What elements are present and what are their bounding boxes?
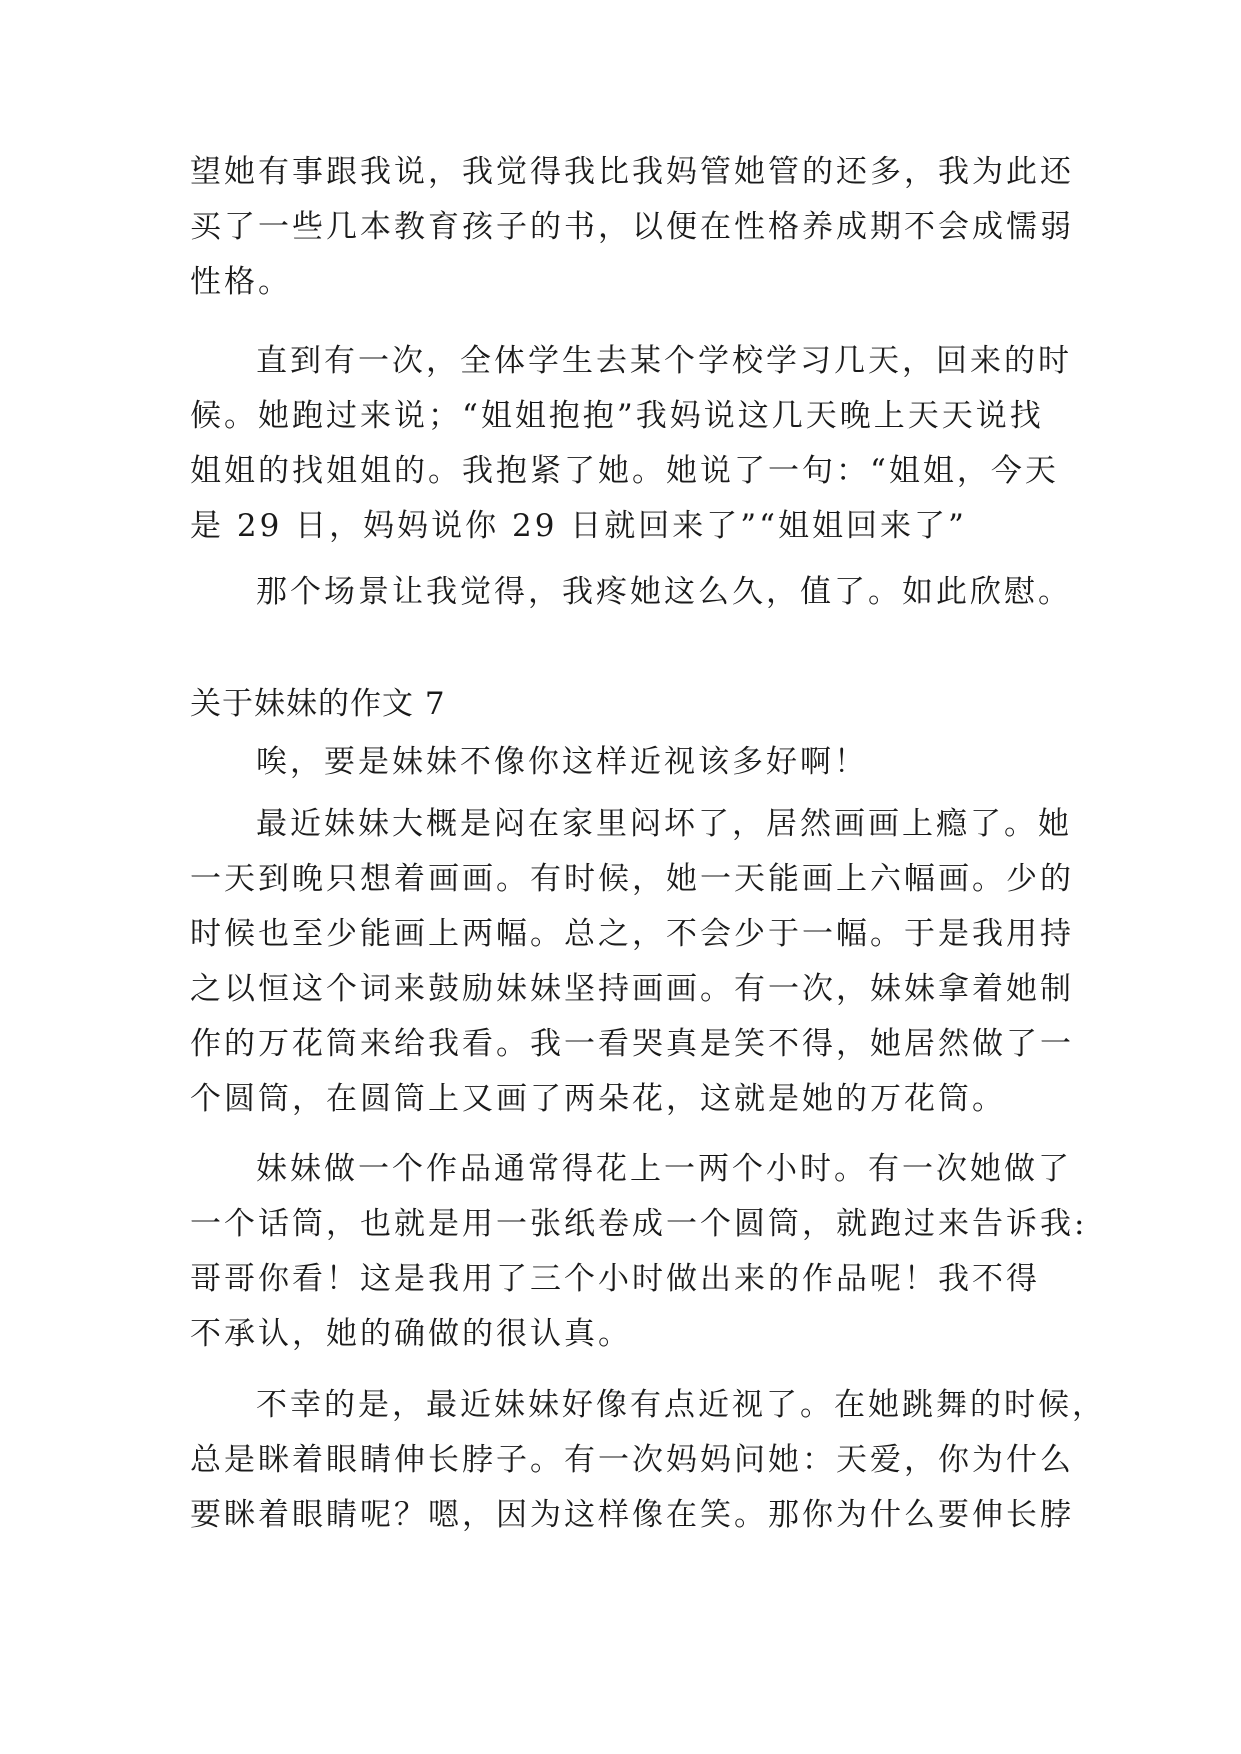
text-line-2: 买了一些几本教育孩子的书，以便在性格养成期不会成懦弱 [190, 209, 1074, 245]
text-line-10: 唉，要是妹妹不像你这样近视该多好啊！ [256, 744, 868, 780]
text-line-8: 那个场景让我觉得，我疼她这么久，值了。如此欣慰。 [256, 574, 1072, 610]
text-line-4: 直到有一次，全体学生去某个学校学习几天，回来的时 [256, 343, 1072, 379]
text-line-17: 妹妹做一个作品通常得花上一两个小时。有一次她做了 [256, 1151, 1072, 1187]
text-line-21: 不幸的是，最近妹妹好像有点近视了。在她跳舞的时候， [256, 1387, 1106, 1423]
text-line-6: 姐姐的找姐姐的。我抱紧了她。她说了一句：“姐姐，今天 [190, 453, 1059, 489]
text-line-18: 一个话筒，也就是用一张纸卷成一个圆筒，就跑过来告诉我: [190, 1206, 1088, 1242]
section-heading: 关于妹妹的作文 7 [190, 686, 446, 722]
text-line-5: 候。她跑过来说；“姐姐抱抱”我妈说这几天晚上天天说找 [190, 398, 1044, 434]
text-line-16: 个圆筒，在圆筒上又画了两朵花，这就是她的万花筒。 [190, 1081, 1006, 1117]
text-line-3: 性格。 [190, 264, 292, 300]
text-line-14: 之以恒这个词来鼓励妹妹坚持画画。有一次，妹妹拿着她制 [190, 971, 1074, 1007]
text-line-7: 是 29 日，妈妈说你 29 日就回来了”“姐姐回来了” [190, 508, 967, 544]
text-line-19: 哥哥你看！这是我用了三个小时做出来的作品呢！我不得 [190, 1261, 1040, 1297]
text-line-13: 时候也至少能画上两幅。总之，不会少于一幅。于是我用持 [190, 916, 1074, 952]
text-line-22: 总是眯着眼睛伸长脖子。有一次妈妈问她：天爱，你为什么 [190, 1442, 1074, 1478]
text-line-15: 作的万花筒来给我看。我一看哭真是笑不得，她居然做了一 [190, 1026, 1074, 1062]
text-line-12: 一天到晚只想着画画。有时候，她一天能画上六幅画。少的 [190, 861, 1074, 897]
text-line-11: 最近妹妹大概是闷在家里闷坏了，居然画画上瘾了。她 [256, 806, 1072, 842]
text-line-23: 要眯着眼睛呢？嗯，因为这样像在笑。那你为什么要伸长脖 [190, 1497, 1074, 1533]
text-line-1: 望她有事跟我说，我觉得我比我妈管她管的还多，我为此还 [190, 154, 1074, 190]
text-line-20: 不承认，她的确做的很认真。 [190, 1316, 632, 1352]
